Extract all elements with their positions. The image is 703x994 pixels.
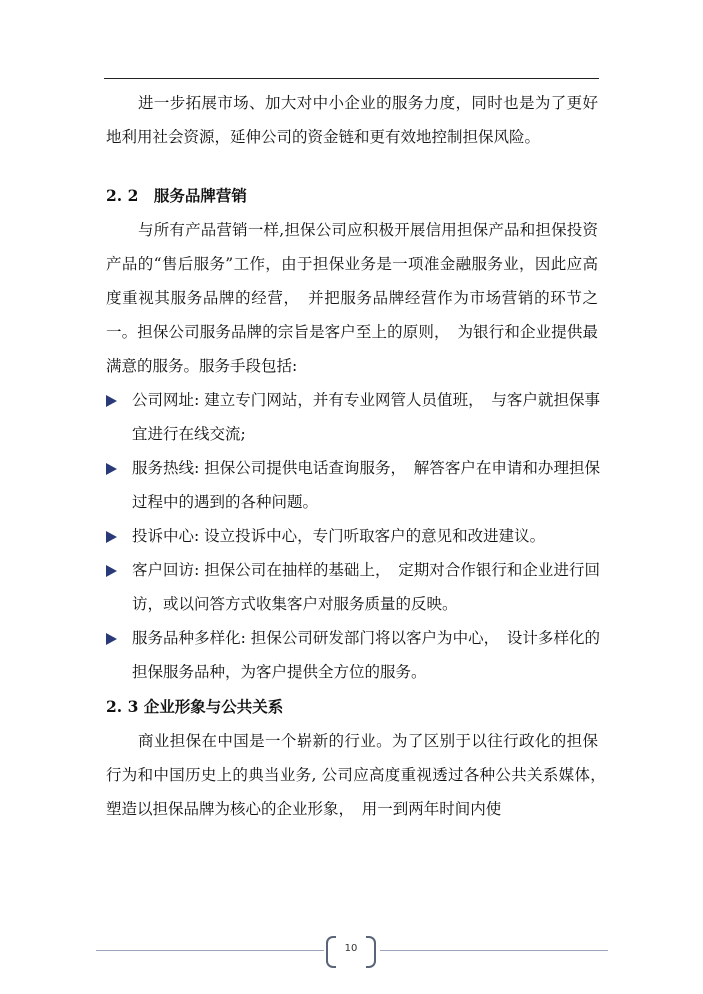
intro-paragraph: 进一步拓展市场、加大对中小企业的服务力度，同时也是为了更好地利用社会资源，延伸公司的资金链和更有效地控制担保风险。 <box>106 94 598 146</box>
list-item <box>106 621 600 689</box>
list-item <box>106 553 600 621</box>
list-item-text: 客户回访: 担保公司在抽样的基础上， 定期对合作银行和企业进行回访，或以问答方式收集客户对服务质量的反映。 <box>132 561 600 613</box>
list-item <box>106 519 600 553</box>
header-rule <box>104 78 599 79</box>
triangle-bullet-icon <box>106 565 117 577</box>
page-number: 10 <box>344 943 358 954</box>
section-heading-2-2: 2. 2 服务品牌营销 <box>106 186 247 205</box>
triangle-bullet-icon <box>106 531 117 543</box>
list-item-text: 公司网址: 建立专门网站，并有专业网管人员值班， 与客户就担保事宜进行在线交流; <box>132 391 600 443</box>
list-item-text: 投诉中心: 设立投诉中心，专门听取客户的意见和改进建议。 <box>132 527 546 545</box>
section-2-3-paragraph: 商业担保在中国是一个崭新的行业。为了区别于以往行政化的担保行为和中国历史上的典当业务, 公司应高度重视透过各种公共关系媒体， 塑造以担保品牌为核心的企业形象， 用一到两年时间内使 <box>106 732 614 818</box>
document-body <box>106 86 614 826</box>
right-brace-icon <box>366 936 376 968</box>
list-item-text: 服务品种多样化: 担保公司研发部门将以客户为中心， 设计多样化的担保服务品种，为客户提供全方位的服务。 <box>132 629 600 681</box>
section-2-2-paragraph: 与所有产品营销一样,担保公司应积极开展信用担保产品和担保投资产品的“售后服务”工作，由于担保业务是一项准金融服务业，因此应高度重视其服务品牌的经营， 并把服务品牌经营作为市场营销的环节之一。担保公司服务品牌的宗旨是客户至上的原则， 为银行和企业提供最满意的服务。服务手段包括: <box>106 221 598 375</box>
page-number-badge <box>326 936 376 966</box>
triangle-bullet-icon <box>106 463 117 475</box>
triangle-bullet-icon <box>106 633 117 645</box>
triangle-bullet-icon <box>106 395 117 407</box>
footer-rule-right <box>380 950 608 951</box>
list-item <box>106 383 600 451</box>
list-item-text: 服务热线: 担保公司提供电话查询服务， 解答客户在申请和办理担保过程中的遇到的各种问题。 <box>132 459 600 511</box>
footer-rule-left <box>96 950 324 951</box>
service-means-list <box>106 383 598 689</box>
section-heading-2-3: 2. 3 企业形象与公共关系 <box>106 697 284 716</box>
list-item <box>106 451 600 519</box>
